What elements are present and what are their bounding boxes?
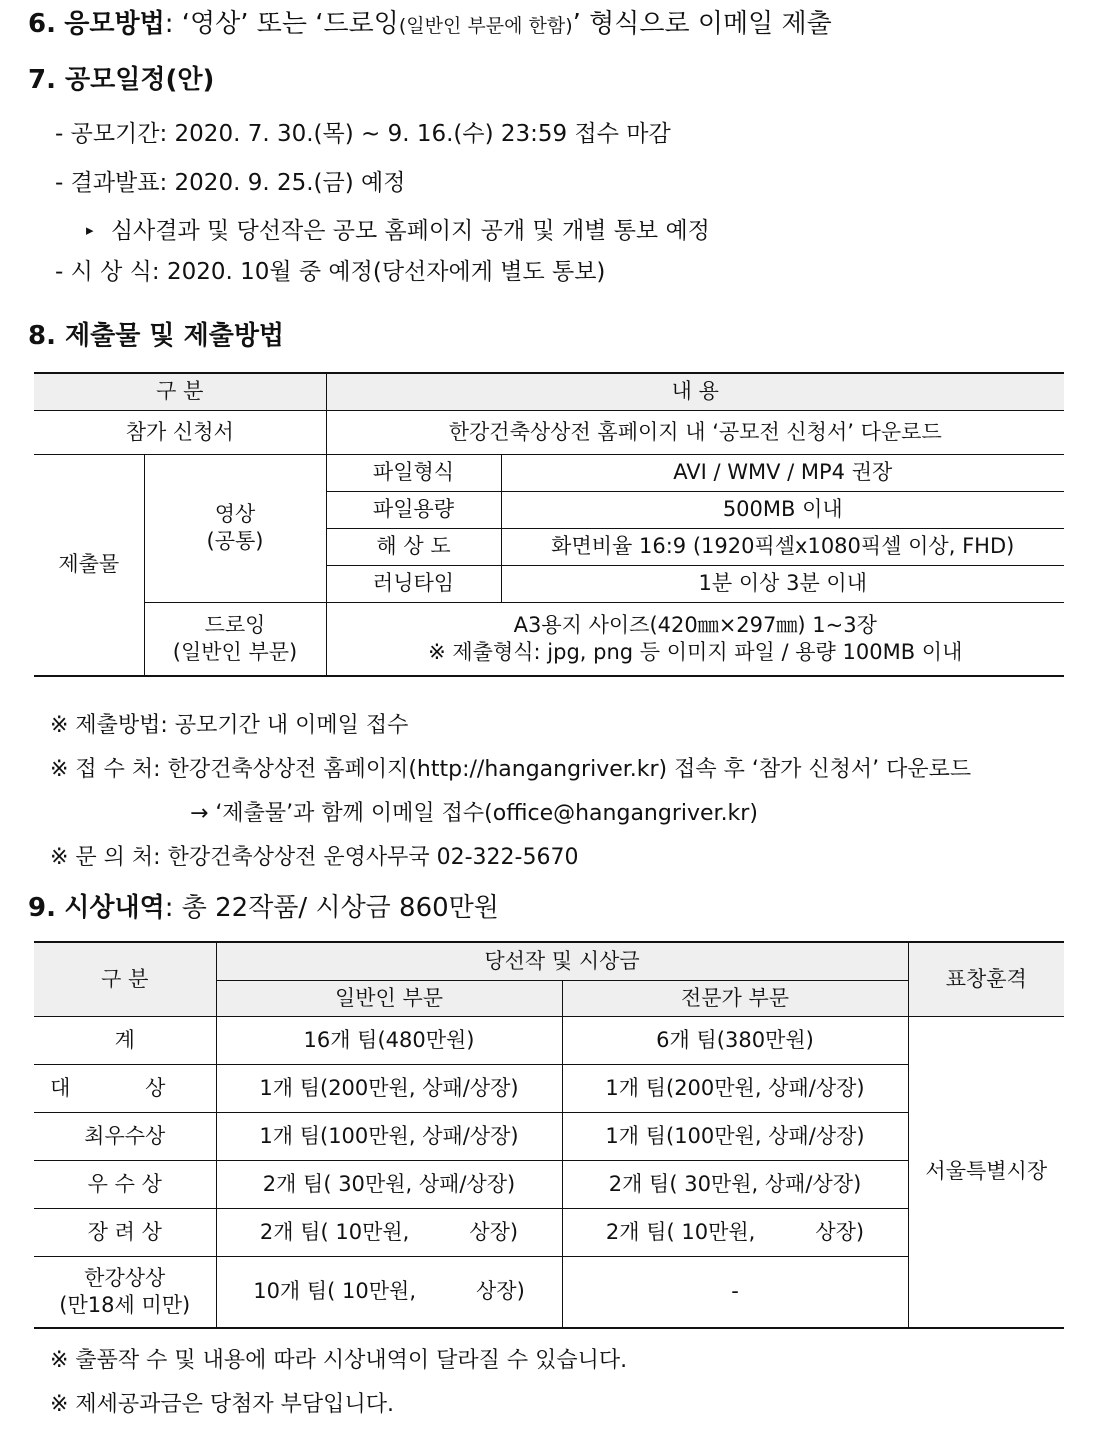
table-value: 500MB 이내 xyxy=(501,491,1064,528)
note-variation: ※ 출품작 수 및 내용에 따라 시상내역이 달라질 수 있습니다. xyxy=(50,1348,628,1373)
table-group-label: 제출물 xyxy=(34,454,144,676)
table-subgroup-label: 드로잉 (일반인 부문) xyxy=(144,602,326,676)
table-cell: 한강건축상상전 홈페이지 내 ‘공모전 신청서’ 다운로드 xyxy=(326,410,1064,454)
table-value: 1분 이상 3분 이내 xyxy=(501,565,1064,602)
section-number: 6. xyxy=(28,9,56,39)
table-cell: 장 려 상 xyxy=(34,1208,216,1256)
table-row xyxy=(34,1016,1064,1064)
section-6-heading xyxy=(28,8,832,42)
table-header: 내 용 xyxy=(326,373,1064,410)
triangle-bullet-icon: ▸ xyxy=(86,221,94,239)
table-cell: 6개 팀(380만원) xyxy=(562,1016,908,1064)
table-header: 전문가 부문 xyxy=(562,980,908,1016)
schedule-result: - 결과발표: 2020. 9. 25.(금) 예정 xyxy=(55,170,406,196)
table-header: 당선작 및 시상금 xyxy=(216,942,908,980)
table-value: A3용지 사이즈(420㎜×297㎜) 1~3장 ※ 제출형식: jpg, png 등 이미지 파일 / 용량 100MB 이내 xyxy=(326,602,1064,676)
table-cell: 2개 팀( 30만원, 상패/상장) xyxy=(216,1160,562,1208)
table-header: 일반인 부문 xyxy=(216,980,562,1016)
table-cell: 계 xyxy=(34,1016,216,1064)
table-cell: 우 수 상 xyxy=(34,1160,216,1208)
note-contact: ※ 문 의 처: 한강건축상상전 운영사무국 02-322-5670 xyxy=(50,845,579,870)
table-cell: 2개 팀( 30만원, 상패/상장) xyxy=(562,1160,908,1208)
table-cell: 1개 팀(200만원, 상패/상장) xyxy=(562,1064,908,1112)
section-title: 7. 공모일정(안) xyxy=(28,65,215,95)
table-cell: - xyxy=(562,1256,908,1328)
section-text: : ‘영상’ 또는 ‘드로잉 xyxy=(164,9,399,39)
table-cell: 최우수상 xyxy=(34,1112,216,1160)
section-title: 8. 제출물 및 제출방법 xyxy=(28,321,285,351)
section-text-note: (일반인 부문에 한함) xyxy=(398,15,573,37)
table-cell: 1개 팀(200만원, 상패/상장) xyxy=(216,1064,562,1112)
section-9-heading xyxy=(28,892,499,924)
schedule-period: - 공모기간: 2020. 7. 30.(목) ~ 9. 16.(수) 23:59 접수 마감 xyxy=(55,121,671,147)
table-key: 파일용량 xyxy=(326,491,501,528)
section-8-heading xyxy=(28,320,284,352)
table-cell: 참가 신청서 xyxy=(34,410,326,454)
table-cell: 한강상상 (만18세 미만) xyxy=(34,1256,216,1328)
section-title: 시상내역 xyxy=(64,893,165,923)
table-header: 구 분 xyxy=(34,373,326,410)
schedule-ceremony: - 시 상 식: 2020. 10월 중 예정(당선자에게 별도 통보) xyxy=(55,259,606,285)
note-receipt-cont: → ‘제출물’과 함께 이메일 접수(office@hangangriver.kr) xyxy=(190,801,758,826)
table-key: 러닝타임 xyxy=(326,565,501,602)
table-cell: 1개 팀(100만원, 상패/상장) xyxy=(216,1112,562,1160)
table-value: 화면비율 16:9 (1920픽셀x1080픽셀 이상, FHD) xyxy=(501,528,1064,565)
table-key: 해 상 도 xyxy=(326,528,501,565)
schedule-note xyxy=(86,216,710,248)
section-title: 응모방법 xyxy=(64,9,165,39)
table-header: 표창훈격 xyxy=(908,942,1064,1016)
note-method: ※ 제출방법: 공모기간 내 이메일 접수 xyxy=(50,713,409,738)
table-cell-award: 서울특별시장 xyxy=(908,1016,1064,1328)
table-cell: 10개 팀( 10만원, 상장) xyxy=(216,1256,562,1328)
table-key: 파일형식 xyxy=(326,454,501,491)
table-cell: 16개 팀(480만원) xyxy=(216,1016,562,1064)
table-cell: 대 상 xyxy=(34,1064,216,1112)
table-value: AVI / WMV / MP4 권장 xyxy=(501,454,1064,491)
section-7-heading xyxy=(28,64,214,96)
table-cell: 2개 팀( 10만원, 상장) xyxy=(216,1208,562,1256)
table-header: 구 분 xyxy=(34,942,216,1016)
section-text-end: ’ 형식으로 이메일 제출 xyxy=(572,9,832,39)
submission-table xyxy=(34,372,1064,677)
table-cell: 2개 팀( 10만원, 상장) xyxy=(562,1208,908,1256)
table-cell: 1개 팀(100만원, 상패/상장) xyxy=(562,1112,908,1160)
award-table xyxy=(34,941,1064,1329)
section-number: 9. xyxy=(28,893,56,923)
note-tax: ※ 제세공과금은 당첨자 부담입니다. xyxy=(50,1392,394,1417)
section-text: : 총 22작품/ 시상금 860만원 xyxy=(164,893,499,923)
table-subgroup-label: 영상 (공통) xyxy=(144,454,326,602)
schedule-note-text: 심사결과 및 당선작은 공모 홈페이지 공개 및 개별 통보 예정 xyxy=(110,218,710,244)
note-receipt: ※ 접 수 처: 한강건축상상전 홈페이지(http://hangangriver.kr) 접속 후 ‘참가 신청서’ 다운로드 xyxy=(50,757,972,782)
